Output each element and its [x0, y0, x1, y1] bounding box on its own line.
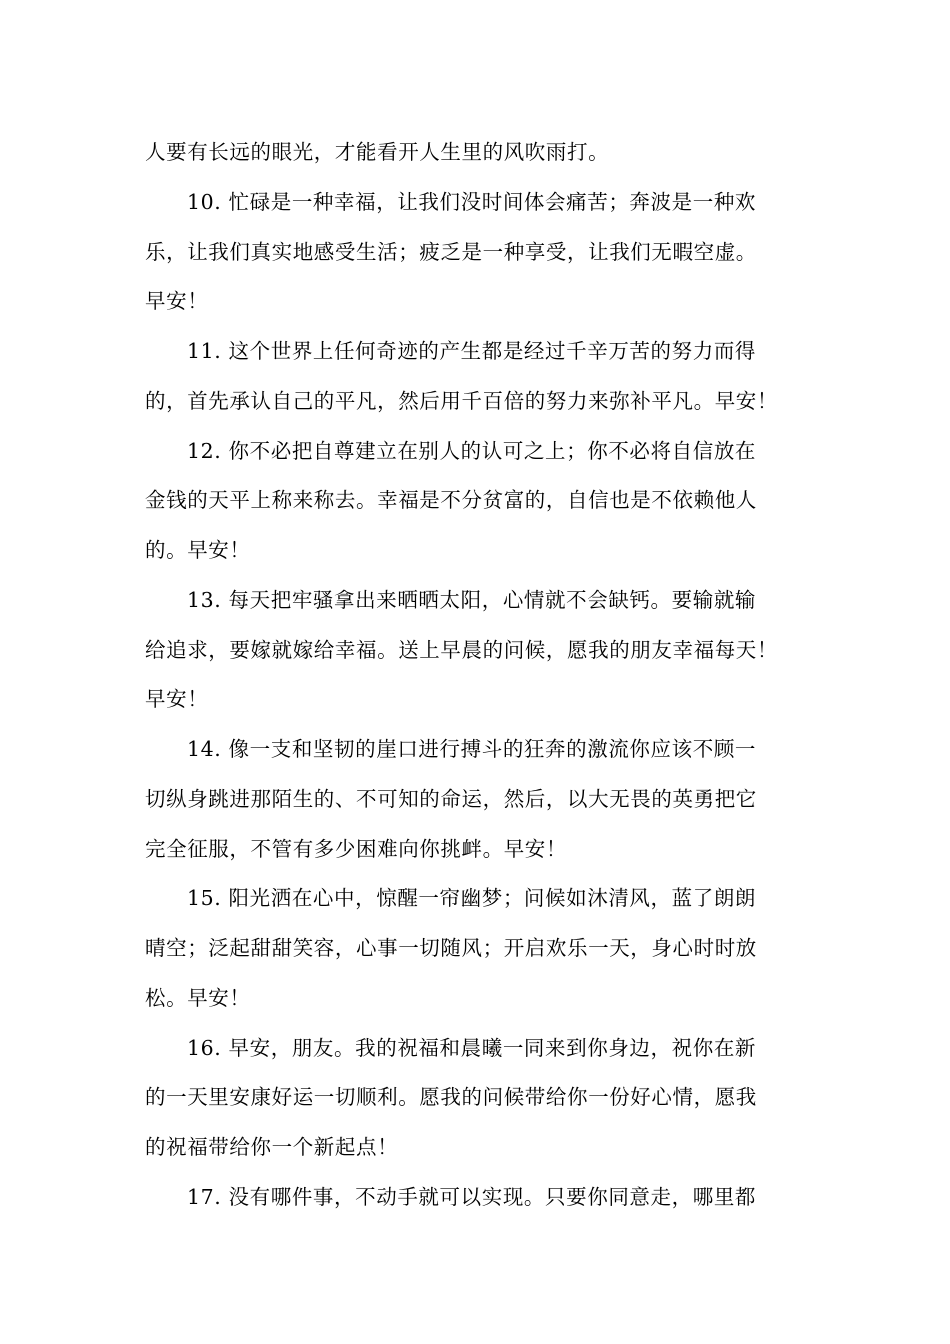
text-line: 给追求，要嫁就嫁给幸福。送上早晨的问候，愿我的朋友幸福每天！ [145, 638, 778, 662]
text-line: 10. 忙碌是一种幸福，让我们没时间体会痛苦；奔波是一种欢 [187, 190, 757, 214]
text-line: 15. 阳光洒在心中，惊醒一帘幽梦；问候如沐清风，蓝了朗朗 [187, 886, 757, 910]
text-line: 的祝福带给你一个新起点！ [145, 1135, 399, 1159]
text-line: 16. 早安，朋友。我的祝福和晨曦一同来到你身边，祝你在新 [187, 1036, 757, 1060]
text-line: 17. 没有哪件事，不动手就可以实现。只要你同意走，哪里都 [187, 1185, 757, 1209]
text-line: 松。早安！ [145, 986, 251, 1010]
text-line: 的一天里安康好运一切顺利。愿我的问候带给你一份好心情，愿我 [145, 1085, 757, 1109]
text-line: 完全征服，不管有多少困难向你挑衅。早安！ [145, 837, 567, 861]
text-line: 晴空；泛起甜甜笑容，心事一切随风；开启欢乐一天，身心时时放 [145, 936, 757, 960]
text-line: 11. 这个世界上任何奇迹的产生都是经过千辛万苦的努力而得 [187, 339, 757, 363]
text-line: 人要有长远的眼光，才能看开人生里的风吹雨打。 [145, 140, 610, 164]
text-line: 早安！ [145, 687, 209, 711]
text-line: 14. 像一支和坚韧的崖口进行搏斗的狂奔的激流你应该不顾一 [187, 737, 757, 761]
text-line: 的，首先承认自己的平凡，然后用千百倍的努力来弥补平凡。早安！ [145, 389, 778, 413]
text-line: 的。早安！ [145, 538, 251, 562]
text-line: 乐，让我们真实地感受生活；疲乏是一种享受，让我们无暇空虚。 [145, 240, 757, 264]
text-line: 切纵身跳进那陌生的、不可知的命运，然后，以大无畏的英勇把它 [145, 787, 757, 811]
text-line: 金钱的天平上称来称去。幸福是不分贫富的，自信也是不依赖他人 [145, 488, 757, 512]
text-line: 12. 你不必把自尊建立在别人的认可之上；你不必将自信放在 [187, 439, 757, 463]
text-line: 13. 每天把牢骚拿出来晒晒太阳，心情就不会缺钙。要输就输 [187, 588, 757, 612]
text-line: 早安！ [145, 289, 209, 313]
